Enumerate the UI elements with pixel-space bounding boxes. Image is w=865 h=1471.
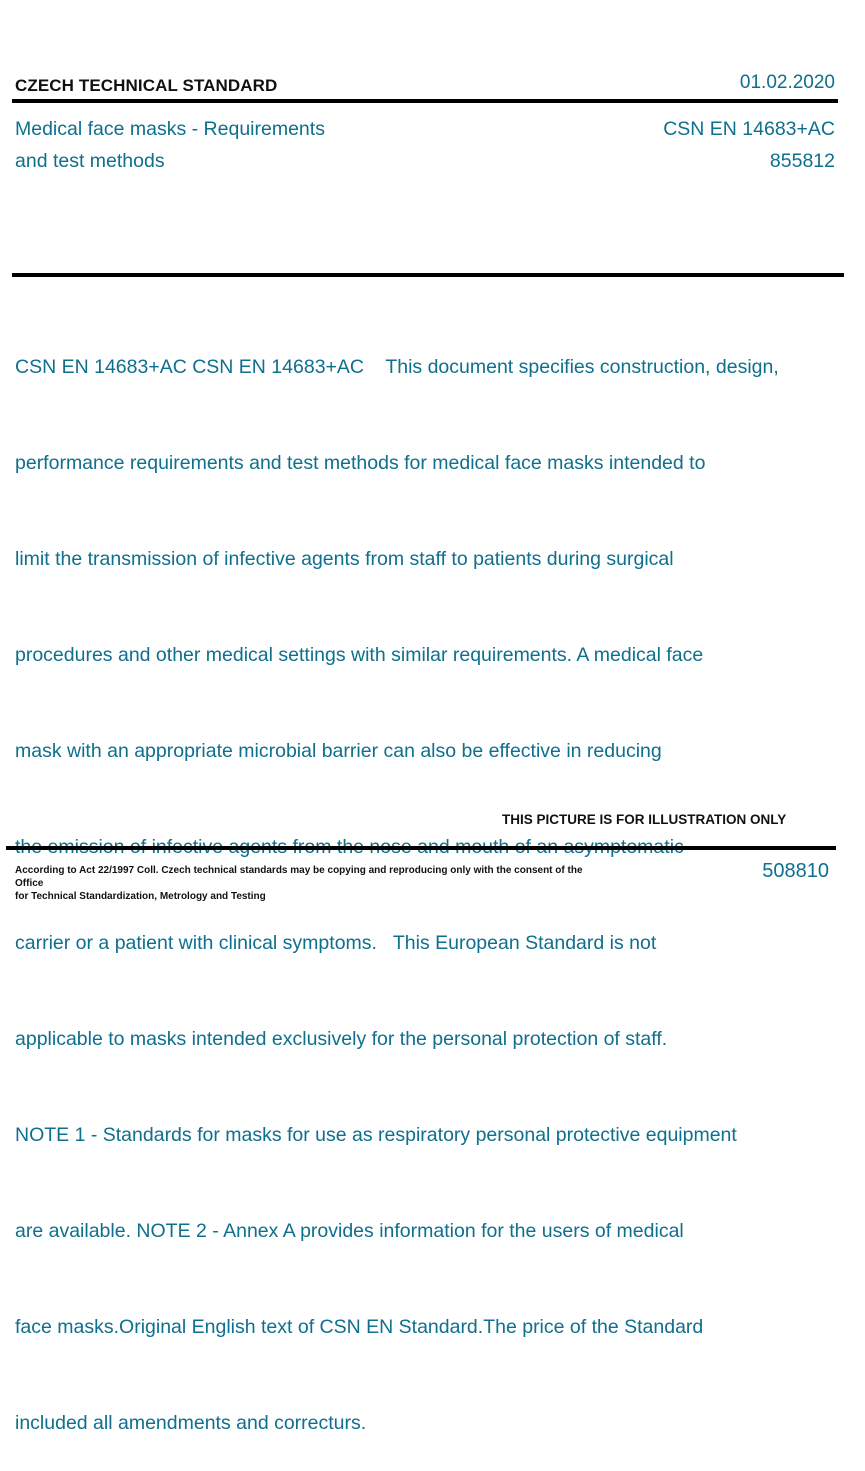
section-divider: [12, 273, 844, 277]
abstract-line: face masks.Original English text of CSN EN Standard.The price of the Standard: [15, 1316, 704, 1338]
document-title: [15, 113, 325, 177]
abstract-line: carrier or a patient with clinical symptoms. This European Standard is not: [15, 932, 657, 954]
legal-notice: [15, 864, 585, 903]
document-title-line-2: and test methods: [15, 150, 165, 172]
document-title-line-1: Medical face masks - Requirements: [15, 118, 325, 140]
abstract-line: limit the transmission of infective agents from staff to patients during surgical: [15, 548, 674, 570]
footer-divider: [6, 846, 836, 850]
abstract-line: CSN EN 14683+AC CSN EN 14683+AC This document specifies construction, design,: [15, 356, 779, 378]
abstract-line: procedures and other medical settings with similar requirements. A medical face: [15, 644, 704, 666]
standard-type-heading: CZECH TECHNICAL STANDARD: [15, 76, 278, 95]
abstract-line: included all amendments and correcturs.: [15, 1412, 367, 1434]
abstract-line: NOTE 1 - Standards for masks for use as respiratory personal protective equipment: [15, 1124, 737, 1146]
abstract-line: performance requirements and test methods for medical face masks intended to: [15, 452, 706, 474]
abstract-line: are available. NOTE 2 - Annex A provides information for the users of medical: [15, 1220, 684, 1242]
catalog-number: 855812: [769, 150, 835, 172]
abstract-line: mask with an appropriate microbial barrier can also be effective in reducing: [15, 740, 662, 762]
document-code: 508810: [762, 860, 829, 882]
header-divider: [12, 99, 838, 103]
standard-identifiers: [663, 113, 835, 177]
standard-id: CSN EN 14683+AC: [663, 118, 835, 140]
illustration-note: THIS PICTURE IS FOR ILLUSTRATION ONLY: [502, 812, 787, 827]
legal-notice-line-2: for Technical Standardization, Metrology and Testing: [15, 891, 266, 902]
publication-date: 01.02.2020: [739, 72, 835, 93]
legal-notice-line-1: According to Act 22/1997 Coll. Czech technical standards may be copying and reproducing only with the consent of the Office: [15, 865, 583, 889]
abstract-line: applicable to masks intended exclusively for the personal protection of staff.: [15, 1028, 668, 1050]
